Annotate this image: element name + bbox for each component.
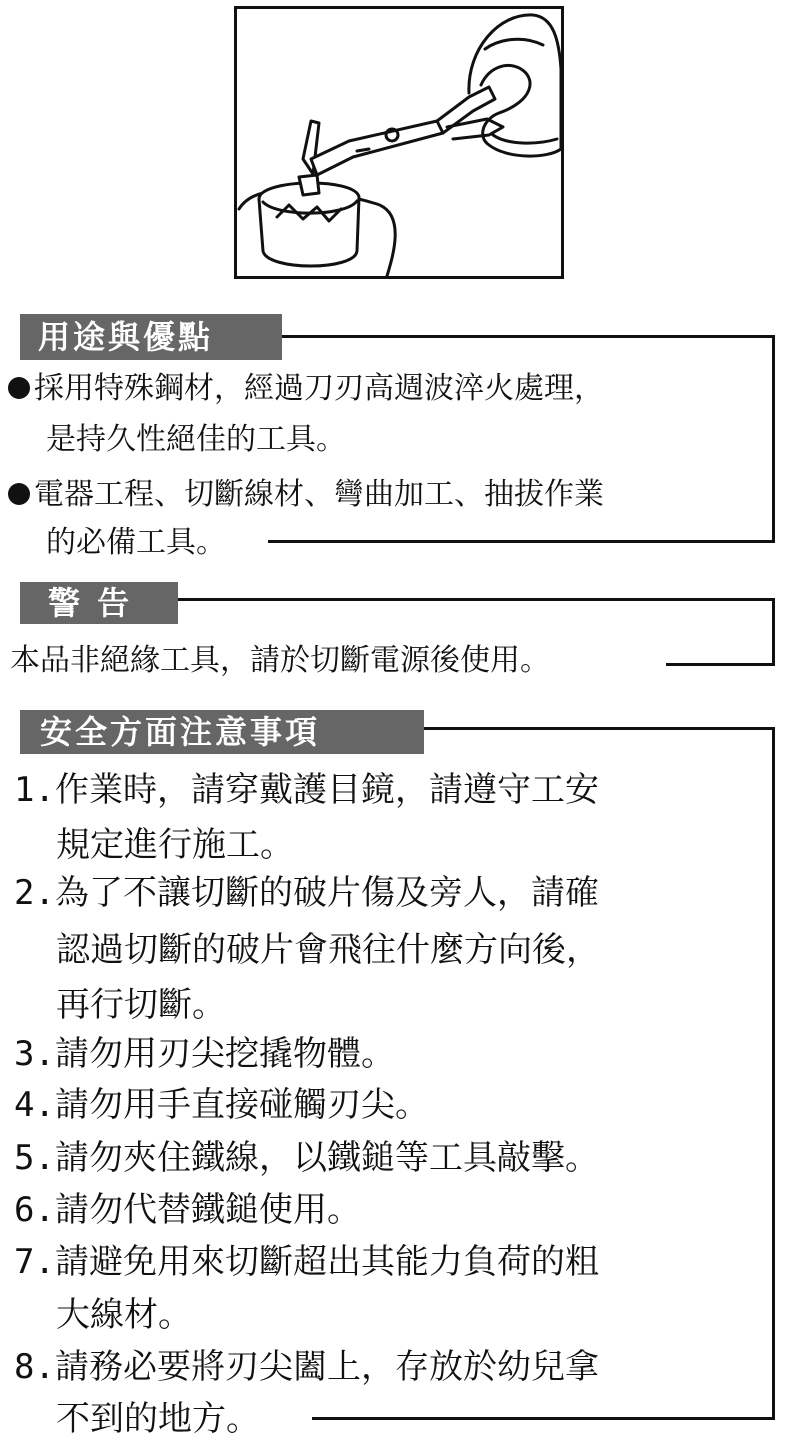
safety-item-text: 認過切斷的破片會飛往什麼方向後， — [56, 930, 600, 970]
uses-item-2-line-1: 電器工程、切斷線材、彎曲加工、抽拔作業 — [8, 480, 604, 510]
safety-item-text: 請勿夾住鐵線，以鐵鎚等工具敲擊。 — [54, 1138, 599, 1178]
safety-item-2-line-3 — [56, 985, 226, 1025]
safety-item-7-line-1 — [14, 1242, 599, 1282]
safety-item-text: 大線材。 — [56, 1295, 192, 1335]
safety-item-2-line-1 — [14, 873, 599, 913]
safety-item-3-line-1 — [14, 1034, 395, 1074]
safety-item-number: 3. — [14, 1034, 55, 1074]
safety-item-5-line-1 — [14, 1138, 599, 1178]
safety-item-number: 7. — [14, 1242, 55, 1282]
safety-item-number: 4. — [14, 1085, 55, 1125]
pliers-in-cup-icon — [237, 9, 561, 276]
warning-heading: 警 告 — [20, 582, 178, 624]
safety-item-number: 6. — [14, 1190, 55, 1230]
warning-frame-bottom — [666, 663, 775, 666]
uses-item-2-line-2: 的必備工具。 — [46, 525, 226, 560]
safety-item-number: 8. — [14, 1347, 55, 1387]
safety-item-number: 2. — [14, 873, 55, 913]
safety-item-number: 1. — [14, 770, 55, 810]
safety-item-text: 為了不讓切斷的破片傷及旁人，請確 — [54, 873, 599, 913]
safety-item-8-line-2 — [56, 1399, 260, 1439]
warning-text: 本品非絕緣工具，請於切斷電源後使用。 — [10, 643, 550, 678]
safety-item-text: 請勿用手直接碰觸刃尖。 — [54, 1085, 429, 1125]
safety-item-6-line-1 — [14, 1190, 361, 1230]
safety-frame-bottom — [312, 1417, 775, 1420]
safety-item-text: 規定進行施工。 — [56, 825, 294, 865]
safety-frame — [420, 727, 775, 1420]
uses-item-1-line-2: 是持久性絕佳的工具。 — [46, 422, 346, 457]
safety-heading: 安全方面注意事項 — [20, 710, 424, 754]
safety-item-text: 作業時，請穿戴護目鏡，請遵守工安 — [54, 770, 599, 810]
uses-frame-bottom — [268, 540, 775, 543]
safety-item-text: 請勿代替鐵鎚使用。 — [54, 1190, 361, 1230]
safety-item-text: 不到的地方。 — [56, 1399, 260, 1439]
safety-item-4-line-1 — [14, 1085, 429, 1125]
safety-item-7-line-2 — [56, 1295, 192, 1335]
safety-item-1-line-2 — [56, 825, 294, 865]
safety-item-1-line-1 — [14, 770, 599, 810]
safety-item-number: 5. — [14, 1138, 55, 1178]
safety-item-text: 再行切斷。 — [56, 985, 226, 1025]
safety-item-text: 請務必要將刃尖闔上，存放於幼兒拿 — [54, 1347, 599, 1387]
bullet-icon — [8, 483, 30, 505]
uses-item-1-line-1: 採用特殊鋼材，經過刀刃高週波淬火處理， — [8, 374, 604, 404]
uses-heading: 用途與優點 — [20, 314, 282, 360]
safety-item-2-line-2 — [56, 930, 600, 970]
safety-item-text: 請勿用刃尖挖撬物體。 — [54, 1034, 395, 1074]
safety-item-text: 請避免用來切斷超出其能力負荷的粗 — [54, 1242, 599, 1282]
bullet-icon — [8, 377, 30, 399]
safety-item-8-line-1 — [14, 1347, 599, 1387]
pliers-illustration — [234, 6, 564, 279]
